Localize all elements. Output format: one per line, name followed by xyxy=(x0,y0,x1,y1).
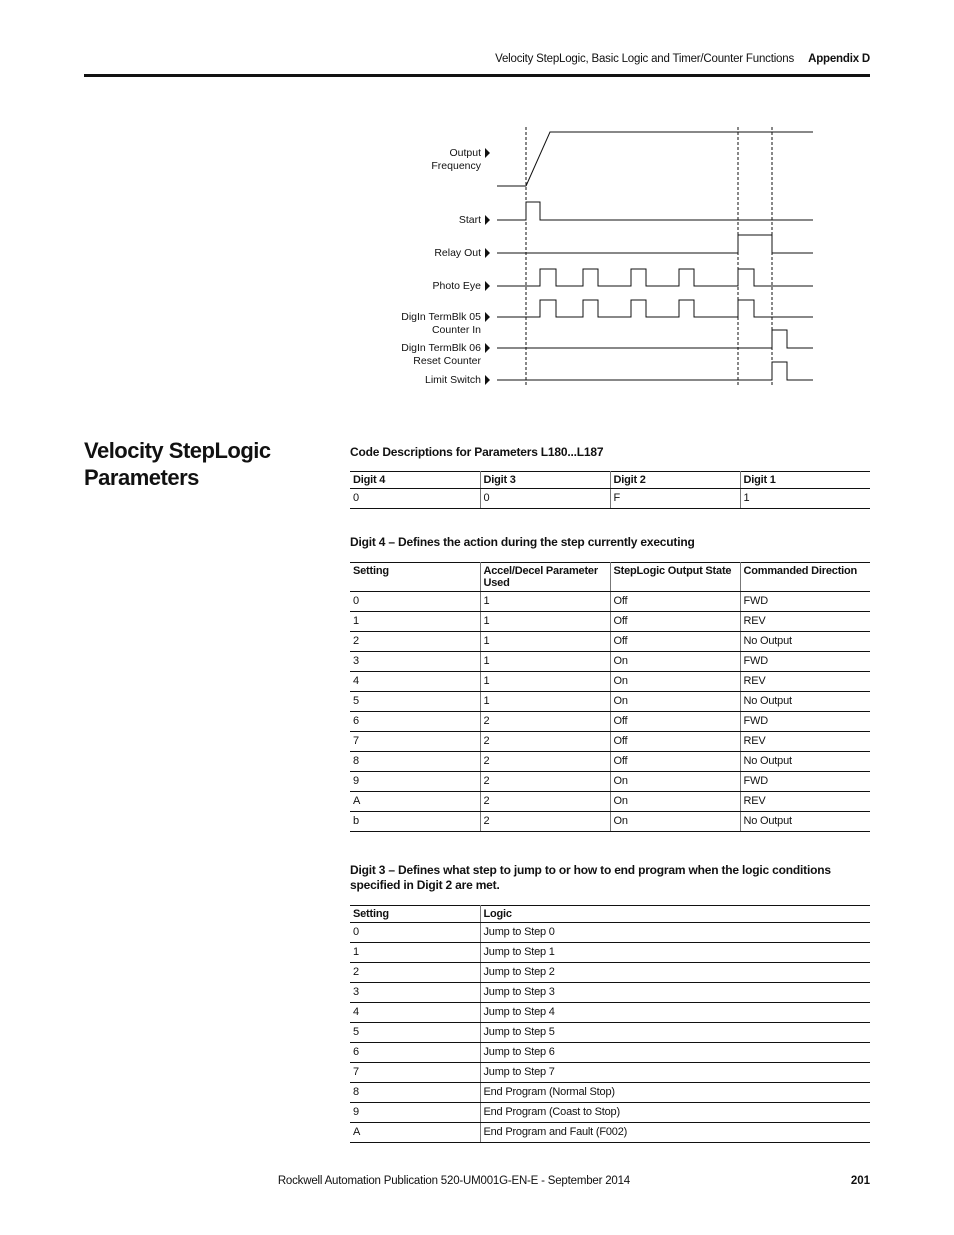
table1 xyxy=(350,471,870,509)
column-header: Digit 4 xyxy=(350,472,480,489)
table-cell: 6 xyxy=(350,712,480,732)
table-cell: 8 xyxy=(350,752,480,772)
signal-label-relay-out: Relay Out xyxy=(434,247,481,259)
column-header: Digit 1 xyxy=(740,472,870,489)
column-header: StepLogic Output State xyxy=(610,563,740,592)
table-cell: A xyxy=(350,1123,480,1143)
table-cell: 0 xyxy=(350,923,480,943)
table-cell: 0 xyxy=(350,489,480,509)
table-cell: End Program and Fault (F002) xyxy=(480,1123,870,1143)
column-header: Commanded Direction xyxy=(740,563,870,592)
table-cell: 2 xyxy=(480,752,610,772)
page-number: 201 xyxy=(850,1175,870,1187)
column-header: Setting xyxy=(350,563,480,592)
table-cell: 1 xyxy=(480,652,610,672)
table-row xyxy=(350,1063,870,1083)
arrow-icon xyxy=(485,215,490,225)
table2 xyxy=(350,562,870,832)
signal-label-output: Output xyxy=(449,147,481,159)
table-cell: 5 xyxy=(350,1023,480,1043)
column-header: Logic xyxy=(480,906,870,923)
arrow-icon xyxy=(485,148,490,158)
table-cell: 3 xyxy=(350,983,480,1003)
arrow-icon xyxy=(485,281,490,291)
table-cell: 2 xyxy=(480,812,610,832)
table-cell: Jump to Step 0 xyxy=(480,923,870,943)
table-cell: 1 xyxy=(480,632,610,652)
signal-label-digin-05: DigIn TermBlk 05 xyxy=(401,311,481,323)
table-cell: 3 xyxy=(350,652,480,672)
arrow-icon xyxy=(485,248,490,258)
table-cell: On xyxy=(610,692,740,712)
table-cell: FWD xyxy=(740,712,870,732)
signal-label-start: Start xyxy=(458,214,481,226)
signal-label-digin-06-2: Reset Counter xyxy=(413,355,481,367)
table-row xyxy=(350,612,870,632)
table-cell: 1 xyxy=(480,592,610,612)
table-cell: 4 xyxy=(350,1003,480,1023)
table-row xyxy=(350,732,870,752)
table-cell: 1 xyxy=(480,672,610,692)
photo-eye-waveform xyxy=(497,269,813,286)
table-row xyxy=(350,1103,870,1123)
table-cell: REV xyxy=(740,792,870,812)
table-row xyxy=(350,1023,870,1043)
signal-label-limit-switch: Limit Switch xyxy=(424,374,481,386)
table-cell: 8 xyxy=(350,1083,480,1103)
table-cell: Jump to Step 6 xyxy=(480,1043,870,1063)
output-frequency-waveform xyxy=(526,132,813,186)
table3-caption: Digit 3 – Defines what step to jump to or how to end program when the logic conditions specified in Digit 2 are met. xyxy=(350,863,831,892)
timing-diagram xyxy=(400,122,820,392)
table-cell: Off xyxy=(610,632,740,652)
table-row xyxy=(350,489,870,509)
table-row xyxy=(350,632,870,652)
table-cell: 1 xyxy=(350,943,480,963)
counter-in-waveform xyxy=(497,300,813,317)
signal-label-digin-05-2: Counter In xyxy=(431,324,481,336)
table-row xyxy=(350,592,870,612)
table-row xyxy=(350,672,870,692)
table-cell: End Program (Coast to Stop) xyxy=(480,1103,870,1123)
table-cell: Off xyxy=(610,752,740,772)
table-row xyxy=(350,1043,870,1063)
table-row xyxy=(350,943,870,963)
table-cell: 4 xyxy=(350,672,480,692)
table-cell: On xyxy=(610,812,740,832)
table-row xyxy=(350,1123,870,1143)
table-row xyxy=(350,1083,870,1103)
table-row xyxy=(350,712,870,732)
column-header: Digit 3 xyxy=(480,472,610,489)
table-cell: No Output xyxy=(740,692,870,712)
reset-counter-waveform xyxy=(497,330,813,348)
signal-label-photo-eye: Photo Eye xyxy=(432,280,481,292)
table-cell: 9 xyxy=(350,1103,480,1123)
table-header-row xyxy=(350,906,870,923)
table-cell: 1 xyxy=(480,612,610,632)
table-cell: Off xyxy=(610,592,740,612)
table-cell: Jump to Step 7 xyxy=(480,1063,870,1083)
arrow-icon xyxy=(485,375,490,385)
table-row xyxy=(350,923,870,943)
table-row xyxy=(350,963,870,983)
table-row xyxy=(350,792,870,812)
table-cell: Jump to Step 2 xyxy=(480,963,870,983)
table-cell: Jump to Step 5 xyxy=(480,1023,870,1043)
table-cell: 0 xyxy=(480,489,610,509)
table-cell: 2 xyxy=(350,632,480,652)
table-cell: FWD xyxy=(740,592,870,612)
table-cell: REV xyxy=(740,732,870,752)
table-cell: 2 xyxy=(480,792,610,812)
table-cell: 1 xyxy=(740,489,870,509)
table-cell: No Output xyxy=(740,752,870,772)
table-cell: No Output xyxy=(740,812,870,832)
table-cell: On xyxy=(610,792,740,812)
table-cell: 0 xyxy=(350,592,480,612)
header-rule xyxy=(84,74,870,77)
table-cell: 2 xyxy=(480,712,610,732)
table-cell: 2 xyxy=(480,772,610,792)
arrow-icon xyxy=(485,343,490,353)
signal-label-output-2: Frequency xyxy=(431,160,481,172)
table-cell: 5 xyxy=(350,692,480,712)
table-cell: FWD xyxy=(740,772,870,792)
table-cell: On xyxy=(610,772,740,792)
table-cell: Off xyxy=(610,612,740,632)
signal-label-digin-06: DigIn TermBlk 06 xyxy=(401,342,481,354)
running-header-appendix: Appendix D xyxy=(808,53,870,65)
table3 xyxy=(350,905,870,1143)
section-title: Velocity StepLogic Parameters xyxy=(84,438,271,490)
table-cell: No Output xyxy=(740,632,870,652)
table-row xyxy=(350,812,870,832)
table-cell: Jump to Step 1 xyxy=(480,943,870,963)
table-cell: b xyxy=(350,812,480,832)
start-waveform xyxy=(497,202,813,220)
table-cell: A xyxy=(350,792,480,812)
table-cell: 2 xyxy=(480,732,610,752)
table-cell: REV xyxy=(740,672,870,692)
column-header: Digit 2 xyxy=(610,472,740,489)
table-cell: 7 xyxy=(350,732,480,752)
table-cell: REV xyxy=(740,612,870,632)
table-cell: On xyxy=(610,672,740,692)
table-row xyxy=(350,652,870,672)
column-header: Accel/Decel Parameter Used xyxy=(480,563,610,592)
table-cell: Jump to Step 3 xyxy=(480,983,870,1003)
table-cell: 1 xyxy=(350,612,480,632)
table-row xyxy=(350,983,870,1003)
table-cell: FWD xyxy=(740,652,870,672)
limit-switch-waveform xyxy=(497,362,813,380)
arrow-icon xyxy=(485,312,490,322)
table-row xyxy=(350,772,870,792)
table2-caption: Digit 4 – Defines the action during the step currently executing xyxy=(350,535,695,549)
table-cell: Off xyxy=(610,732,740,752)
table-cell: F xyxy=(610,489,740,509)
table-cell: Off xyxy=(610,712,740,732)
table-cell: 9 xyxy=(350,772,480,792)
table-cell: 7 xyxy=(350,1063,480,1083)
column-header: Setting xyxy=(350,906,480,923)
table-row xyxy=(350,692,870,712)
footer-publication: Rockwell Automation Publication 520-UM001G-EN-E - September 2014 xyxy=(277,1175,630,1187)
table-row xyxy=(350,1003,870,1023)
table-header-row xyxy=(350,472,870,489)
table-row xyxy=(350,752,870,772)
table-cell: Jump to Step 4 xyxy=(480,1003,870,1023)
running-header-title: Velocity StepLogic, Basic Logic and Timer/Counter Functions xyxy=(495,53,794,65)
table-cell: 2 xyxy=(350,963,480,983)
table-header-row xyxy=(350,563,870,592)
table-cell: 6 xyxy=(350,1043,480,1063)
table-cell: 1 xyxy=(480,692,610,712)
table1-caption: Code Descriptions for Parameters L180...L187 xyxy=(350,445,604,459)
table-cell: End Program (Normal Stop) xyxy=(480,1083,870,1103)
table-cell: On xyxy=(610,652,740,672)
relay-out-waveform xyxy=(497,235,813,253)
